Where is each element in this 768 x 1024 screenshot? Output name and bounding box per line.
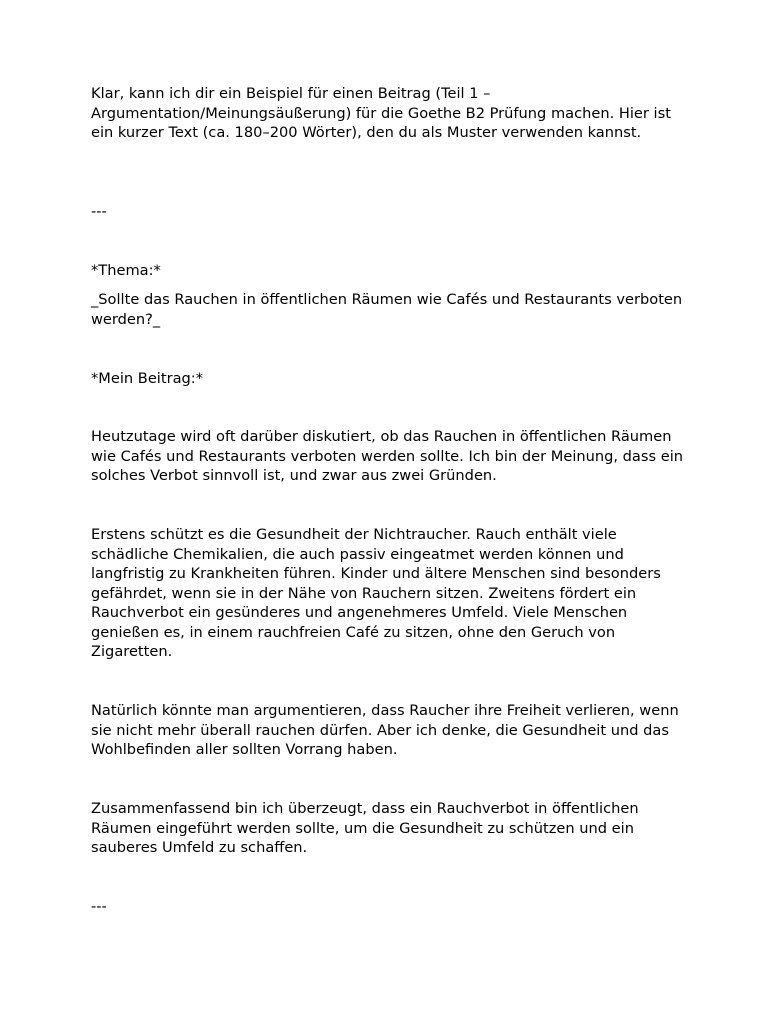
thema-heading: *Thema:* <box>91 262 161 279</box>
paragraph-arguments: Erstens schützt es die Gesundheit der Nichtraucher. Rauch enthält viele schädliche Chemikalien, die auch passiv eingeatmet werden können und langfristig zu Krankheiten führen. Kinder und ältere Menschen sind besonders gefährdet, wenn sie in der Nähe von Rauchern sitzen. Zweitens fördert ein Rauchverbot ein gesünderes und angenehmeres Umfeld. Viele Menschen genießen es, in einem rauchfreien Café zu sitzen, ohne den Geruch von Zigaretten. <box>91 526 661 660</box>
paragraph-introduction: Heutzutage wird oft darüber diskutiert, ob das Rauchen in öffentlichen Räumen wie Cafés und Restaurants verboten werden sollte. Ich bin der Meinung, dass ein solches Verbot sinnvoll ist, und zwar aus zwei Gründen. <box>91 428 683 484</box>
separator-top: --- <box>91 203 107 220</box>
intro-paragraph: Klar, kann ich dir ein Beispiel für einen Beitrag (Teil 1 – Argumentation/Meinungsäußerung) für die Goethe B2 Prüfung machen. Hier ist ein kurzer Text (ca. 180–200 Wörter), den du als Muster verwenden kannst. <box>91 85 671 141</box>
thema-text: _Sollte das Rauchen in öffentlichen Räumen wie Cafés und Restaurants verboten werden?_ <box>91 291 683 328</box>
separator-bottom: --- <box>91 898 107 915</box>
beitrag-heading: *Mein Beitrag:* <box>91 370 203 387</box>
paragraph-counterargument: Natürlich könnte man argumentieren, dass Raucher ihre Freiheit verlieren, wenn sie nicht mehr überall rauchen dürfen. Aber ich denke, die Gesundheit und das Wohlbefinden aller sollten Vorrang haben. <box>91 702 679 758</box>
paragraph-conclusion: Zusammenfassend bin ich überzeugt, dass ein Rauchverbot in öffentlichen Räumen eingeführt werden sollte, um die Gesundheit zu schützen und ein sauberes Umfeld zu schaffen. <box>91 800 639 856</box>
